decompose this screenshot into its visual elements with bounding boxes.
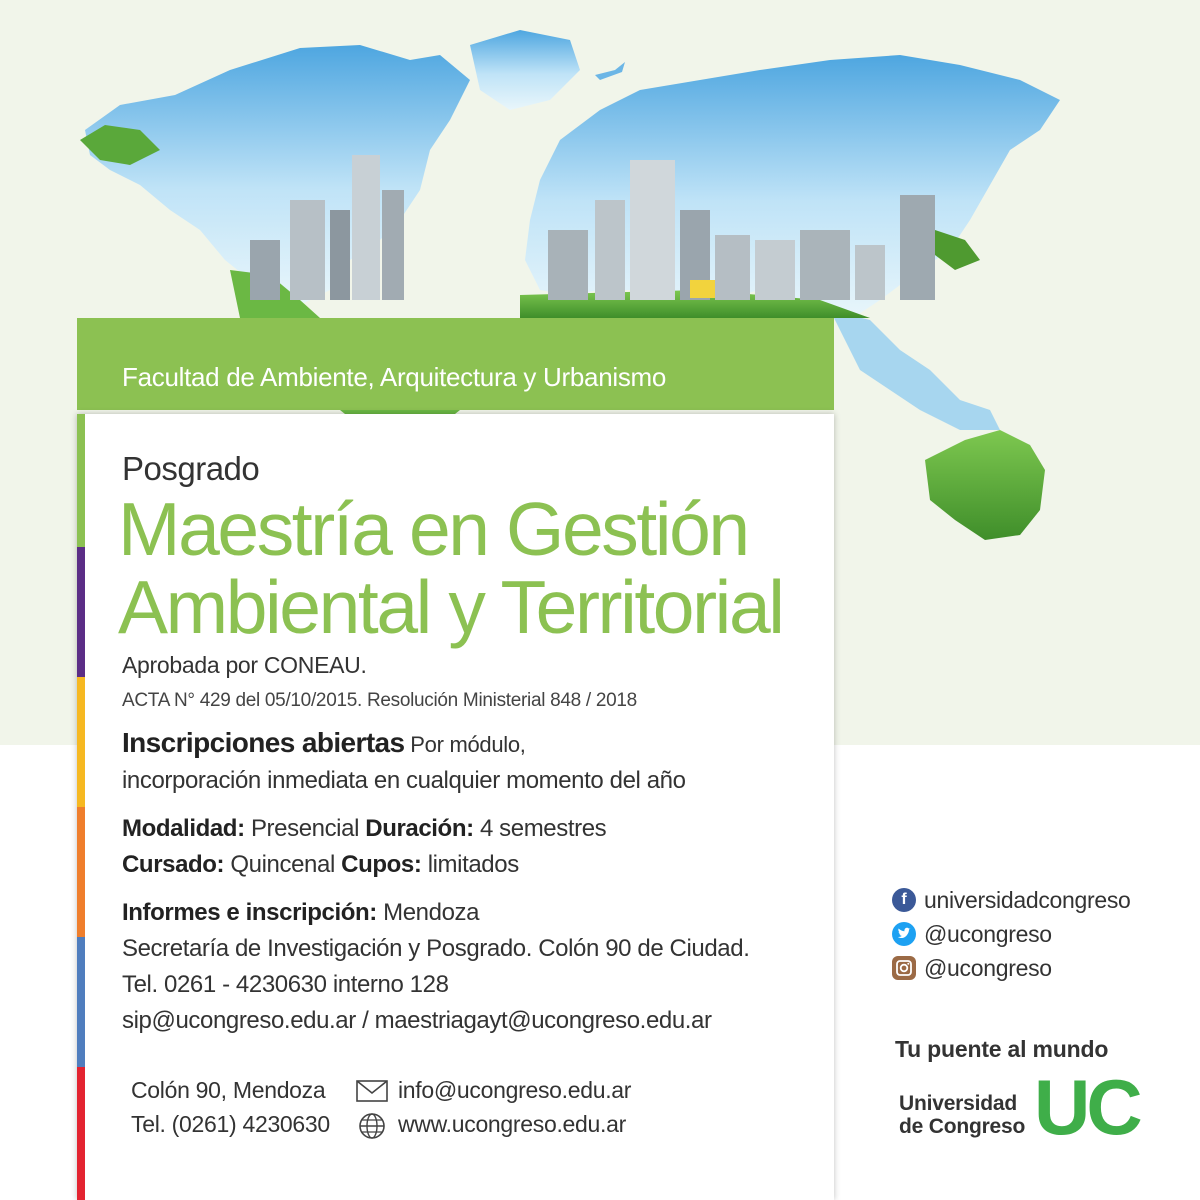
cursado-line bbox=[122, 851, 519, 879]
instagram-handle: @ucongreso bbox=[924, 955, 1052, 981]
color-stripe-yellow bbox=[77, 677, 85, 807]
footer-website-link[interactable]: www.ucongreso.edu.ar bbox=[398, 1111, 626, 1137]
duracion-value: 4 semestres bbox=[473, 815, 607, 842]
facebook-handle: universidadcongreso bbox=[924, 887, 1131, 913]
color-stripe-green bbox=[77, 414, 85, 547]
modalidad-value: Presencial bbox=[244, 815, 366, 842]
twitter-icon bbox=[892, 922, 916, 946]
color-stripe-purple bbox=[77, 547, 85, 677]
info-emails[interactable]: sip@ucongreso.edu.ar / maestriagayt@ucongreso.edu.ar bbox=[122, 1007, 712, 1034]
enrollment-line bbox=[122, 727, 526, 759]
cupos-label: Cupos: bbox=[341, 851, 422, 878]
info-city: Mendoza bbox=[376, 899, 480, 926]
color-stripe-blue bbox=[77, 937, 85, 1067]
brand-name-line1: Universidad bbox=[899, 1092, 1018, 1115]
brand-logo: UC bbox=[1034, 1063, 1139, 1151]
faculty-name: Facultad de Ambiente, Arquitectura y Urbanismo bbox=[122, 362, 667, 392]
info-line bbox=[122, 899, 479, 927]
approval-text: Aprobada por CONEAU. bbox=[122, 652, 367, 678]
enrollment-detail2: incorporación inmediata en cualquier momento del año bbox=[122, 767, 686, 794]
color-stripe-orange bbox=[77, 807, 85, 937]
twitter-handle: @ucongreso bbox=[924, 921, 1052, 947]
cursado-label: Cursado: bbox=[122, 851, 225, 878]
modalidad-label: Modalidad: bbox=[122, 815, 245, 842]
facebook-icon: f bbox=[892, 888, 916, 912]
facebook-link[interactable] bbox=[892, 888, 1192, 914]
acta-text: ACTA N° 429 del 05/10/2015. Resolución Ministerial 848 / 2018 bbox=[122, 690, 637, 711]
cupos-value: limitados bbox=[421, 851, 519, 878]
instagram-link[interactable] bbox=[892, 956, 1192, 982]
twitter-link[interactable] bbox=[892, 922, 1192, 948]
info-office: Secretaría de Investigación y Posgrado. Colón 90 de Ciudad. bbox=[122, 935, 750, 962]
instagram-icon bbox=[892, 956, 916, 980]
modalidad-line bbox=[122, 815, 606, 843]
info-phone: Tel. 0261 - 4230630 interno 128 bbox=[122, 971, 449, 998]
program-title-line1: Maestría en Gestión bbox=[118, 487, 748, 571]
enrollment-heading: Inscripciones abiertas bbox=[122, 727, 405, 758]
program-kicker: Posgrado bbox=[122, 450, 260, 487]
brand-slogan: Tu puente al mundo bbox=[895, 1036, 1109, 1062]
footer-email-link[interactable]: info@ucongreso.edu.ar bbox=[398, 1077, 632, 1103]
color-stripe-red bbox=[77, 1067, 85, 1200]
globe-icon bbox=[358, 1112, 386, 1140]
enrollment-detail1: Por módulo, bbox=[404, 732, 526, 757]
footer-address: Colón 90, Mendoza bbox=[131, 1077, 326, 1103]
brand-name-line2: de Congreso bbox=[899, 1115, 1026, 1138]
footer-phone: Tel. (0261) 4230630 bbox=[131, 1111, 330, 1137]
cursado-value: Quincenal bbox=[224, 851, 342, 878]
program-title-line2: Ambiental y Territorial bbox=[118, 565, 783, 649]
envelope-icon bbox=[356, 1080, 388, 1102]
info-label: Informes e inscripción: bbox=[122, 899, 377, 926]
duracion-label: Duración: bbox=[365, 815, 474, 842]
